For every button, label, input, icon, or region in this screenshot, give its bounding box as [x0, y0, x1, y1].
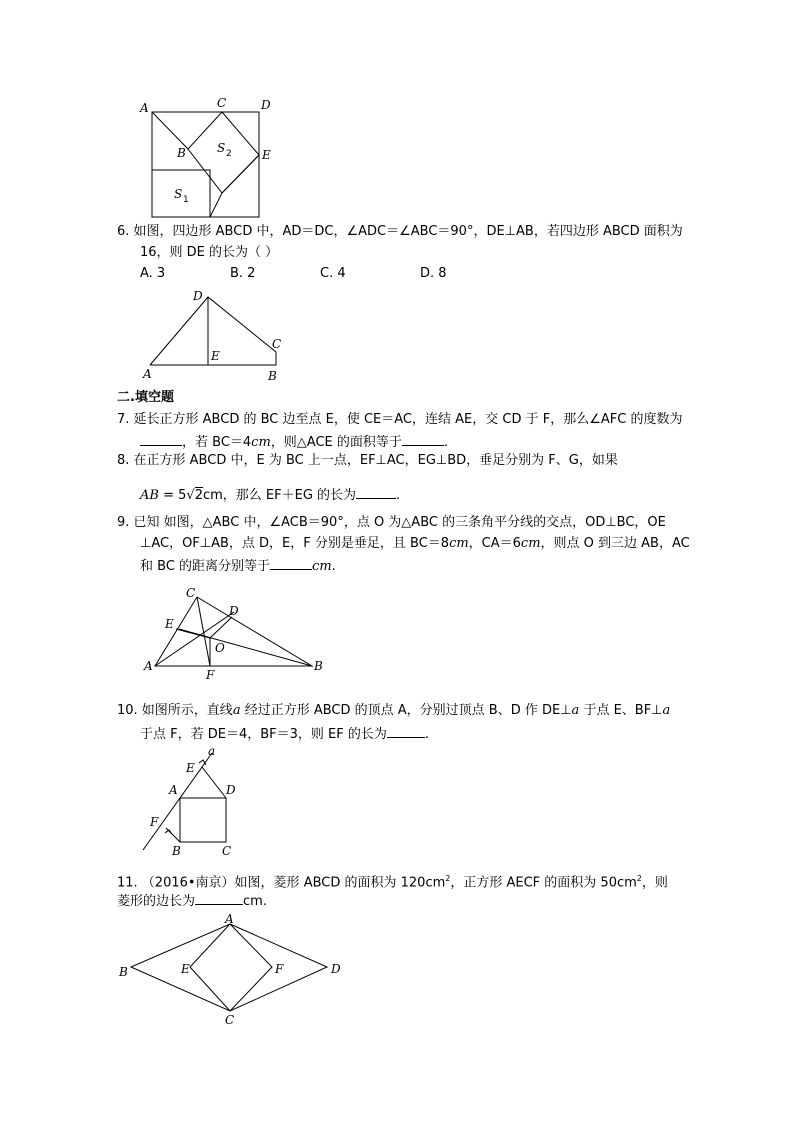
q8-line1: 8. 在正方形 ABCD 中，E 为 BC 上一点，EF⊥AC，EG⊥BD，垂足分别为 F、G，如果 — [117, 453, 618, 468]
q9-label-A: A — [144, 659, 153, 673]
q11-label-C: C — [225, 1013, 235, 1027]
q8-ab: AB — [140, 488, 159, 503]
q10-label-a: a — [208, 745, 216, 758]
q11-text-c: ，则 — [641, 875, 668, 891]
q9-label-D: D — [229, 604, 239, 618]
q9-label-B: B — [314, 659, 323, 673]
q10-label-F: F — [150, 815, 159, 829]
q10-var-a-3: a — [662, 703, 671, 718]
q10-blank[interactable] — [387, 723, 425, 738]
q9-label-C: C — [186, 586, 196, 600]
q6-label-D: D — [193, 289, 203, 303]
q10-text-b: 经过正方形 ABCD 的顶点 A，分别过顶点 B、D 作 DE⊥ — [240, 703, 572, 718]
q10-line2 — [140, 723, 429, 744]
q10-label-D: D — [226, 783, 236, 797]
q7-blank-2[interactable] — [402, 431, 444, 446]
q10-line1 — [117, 702, 670, 720]
q10-var-a-1: a — [232, 703, 241, 718]
q7-line1: 7. 延长正方形 ABCD 的 BC 边至点 E，使 CE＝AC，连结 AE，交 CD 于 F，那么∠AFC 的度数为 — [117, 412, 683, 427]
q10-end: . — [424, 727, 430, 742]
figure-q11-rhombus — [115, 910, 350, 1030]
q11-label-A: A — [225, 912, 234, 926]
q10-text-d: 于点 F，若 DE＝4，BF＝3，则 EF 的长为 — [140, 727, 387, 742]
label-S2: S — [217, 141, 226, 155]
q9-end: . — [331, 559, 336, 574]
q8-line2: AB = 5√2cm，那么 EF＋EG 的长为 . — [140, 484, 400, 505]
q10-label-B: B — [172, 844, 181, 858]
q11-sup-1: 2 — [445, 874, 451, 883]
label-S1: S — [174, 187, 183, 201]
q9-unit-1: cm — [449, 536, 469, 551]
section-title: 二.填空题 — [117, 390, 174, 405]
q10-label-C: C — [222, 844, 232, 858]
label-S2-sub: 2 — [226, 149, 232, 159]
q6-label-B: B — [268, 369, 277, 383]
q7-end: . — [443, 435, 449, 450]
q11-label-B: B — [119, 965, 128, 979]
q6-option-c: C. 4 — [320, 266, 346, 281]
q8-cm: cm — [202, 488, 223, 503]
q6-option-d: D. 8 — [420, 266, 447, 281]
figure-q9-triangle — [140, 586, 330, 681]
q9-text-a: ⊥AC，OF⊥AB，点 D，E，F 分别是垂足，且 BC＝8 — [140, 536, 450, 551]
q8-blank[interactable] — [356, 484, 396, 499]
q9-label-E: E — [165, 617, 174, 631]
q9-text-b: ，CA＝6 — [468, 536, 521, 551]
q11-label-E: E — [181, 962, 190, 976]
label-C: C — [217, 96, 227, 110]
q6-option-b: B. 2 — [230, 266, 256, 281]
q9-label-F: F — [206, 668, 215, 681]
label-S1-sub: 1 — [183, 195, 189, 205]
q8-end: . — [396, 488, 401, 503]
q11-line1 — [117, 870, 668, 892]
q11-text-d: 菱形的边长为 — [117, 894, 196, 909]
q11-text-b: ，正方形 AECF 的面积为 50cm — [450, 875, 637, 891]
q10-text-c: 于点 E、BF⊥ — [579, 703, 663, 718]
q6-option-a: A. 3 — [140, 266, 166, 281]
label-E: E — [262, 148, 271, 162]
q6-line1: 6. 如图，四边形 ABCD 中，AD＝DC，∠ADC＝∠ABC＝90°，DE⊥AB，若四边形 ABCD 面积为 — [117, 224, 683, 239]
q10-label-A: A — [169, 783, 178, 797]
q10-text-a: 10. 如图所示，直线 — [117, 703, 233, 718]
q8-eq: = 5 — [158, 488, 187, 503]
q9-blank[interactable] — [270, 555, 312, 570]
q7-text-b: ，则△ACE 的面积等于 — [270, 435, 402, 450]
q10-label-E: E — [186, 761, 195, 775]
q11-text-a: 11. （2016•南京）如图，菱形 ABCD 的面积为 120cm — [117, 875, 446, 891]
q9-label-O: O — [215, 641, 225, 655]
q8-sqrt: 2 — [194, 488, 203, 503]
q7-blank-1[interactable] — [140, 431, 182, 446]
q11-label-F: F — [275, 962, 284, 976]
q11-label-D: D — [331, 962, 341, 976]
q9-text-d: 和 BC 的距离分别等于 — [140, 559, 271, 574]
q6-label-E: E — [211, 349, 220, 363]
q9-text-c: ，则点 O 到三边 AB，AC — [540, 536, 690, 551]
label-D: D — [261, 98, 271, 112]
q11-text-e: cm. — [243, 894, 267, 909]
figure-q10-square — [135, 745, 245, 860]
q7-line2 — [140, 431, 448, 452]
q6-label-C: C — [272, 337, 282, 351]
q8-text-b: ，那么 EF＋EG 的长为 — [222, 488, 357, 503]
q9-unit-3: cm — [312, 559, 332, 574]
q11-blank[interactable] — [195, 890, 243, 905]
figure-q6-quadrilateral — [135, 286, 295, 386]
q6-line2: 16，则 DE 的长为（ ） — [140, 245, 279, 260]
label-B: B — [177, 146, 186, 160]
q7-unit: cm — [251, 435, 271, 450]
q11-line2 — [117, 890, 267, 911]
q9-line2 — [140, 535, 690, 553]
q11-sup-2: 2 — [636, 874, 642, 883]
q7-text-a: ，若 BC＝4 — [182, 435, 252, 450]
label-A: A — [140, 101, 149, 115]
q10-var-a-2: a — [571, 703, 580, 718]
q9-line3 — [140, 555, 336, 576]
figure-squares-s1-s2 — [130, 92, 280, 222]
q6-label-A: A — [143, 367, 152, 381]
q9-line1: 9. 已知 如图，△ABC 中，∠ACB＝90°，点 O 为△ABC 的三条角平分线的交点，OD⊥BC，OE — [117, 515, 666, 530]
q9-unit-2: cm — [520, 536, 541, 551]
